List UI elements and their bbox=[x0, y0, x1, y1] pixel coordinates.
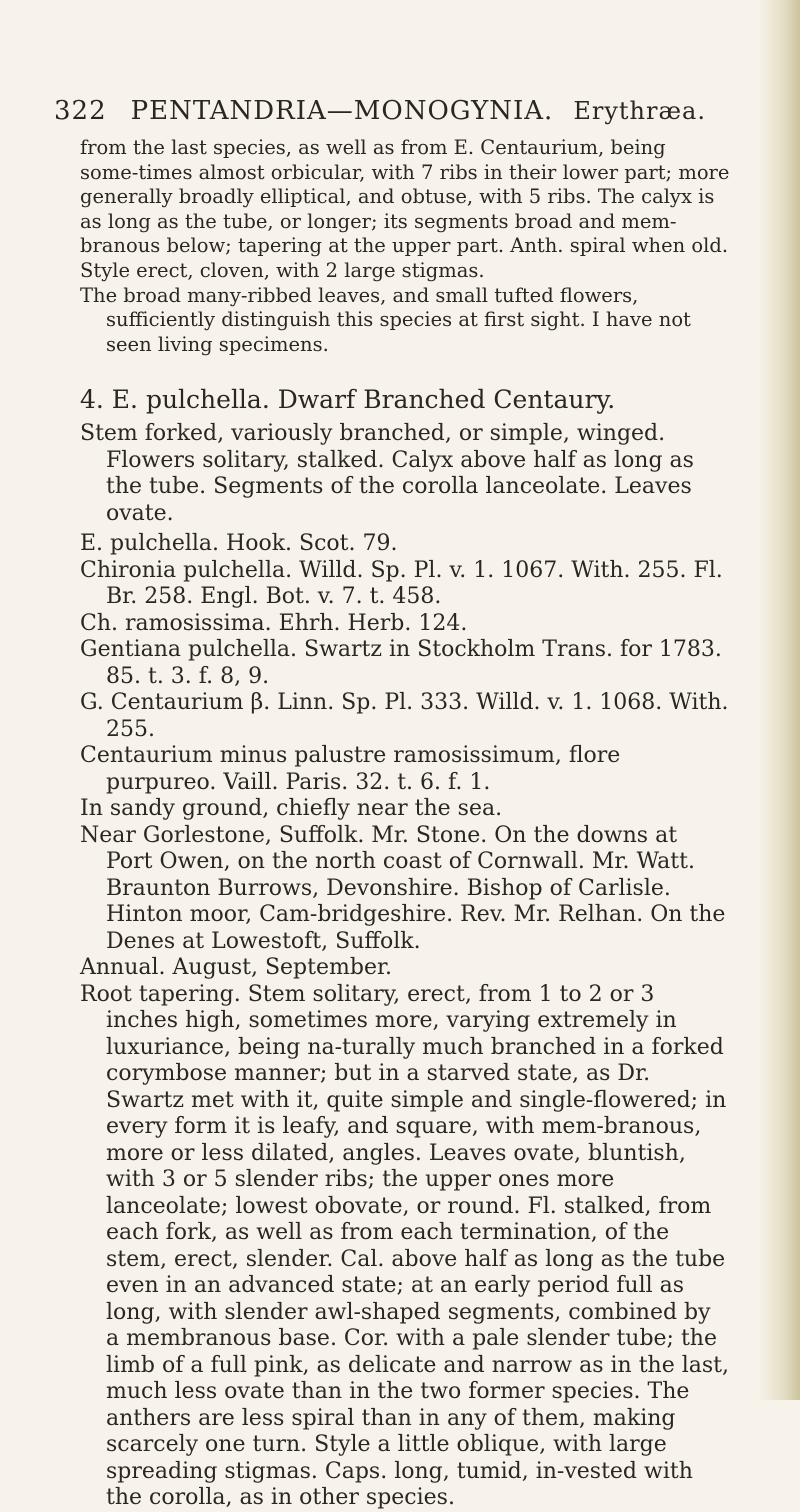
synonym-item: Chironia pulchella. Willd. Sp. Pl. v. 1. 1067. With. 255. Fl. Br. 258. Engl. Bot. v. 7. t. 458. bbox=[80, 557, 723, 610]
synonym-item: Centaurium minus palustre ramosissimum, flore purpureo. Vaill. Paris. 32. t. 6. f. 1. bbox=[80, 743, 621, 795]
running-header bbox=[54, 96, 754, 126]
species-diagnosis: Stem forked, variously branched, or simple, winged. Flowers solitary, stalked. Calyx above half as long as the tube. Segments of the corolla lanceolate. Leaves ovate. bbox=[80, 421, 694, 526]
habitat: In sandy ground, chiefly near the sea. bbox=[80, 796, 503, 822]
continued-paragraph-2: The broad many-ribbed leaves, and small tufted flowers, sufficiently distinguish this species at first sight. I have not seen living specimens. bbox=[80, 283, 691, 356]
synonym-item: Ch. ramosissima. Ehrh. Herb. 124. bbox=[80, 610, 468, 636]
page-edge-shadow bbox=[758, 0, 800, 1400]
synonym-item: Gentiana pulchella. Swartz in Stockholm Trans. for 1783. 85. t. 3. f. 8, 9. bbox=[80, 637, 722, 689]
running-head-genus: Erythræa. bbox=[573, 97, 706, 125]
description: Root tapering. Stem solitary, erect, from 1 to 2 or 3 inches high, sometimes more, varying extremely in luxuriance, being na-turally much branched in a forked corymbose manner; but in a starved state, as Dr. Swartz met with it, quite simple and single-flowered; in every form it is leafy, and square, with mem-branous, more or less dilated, angles. Leaves ovate, bluntish, with 3 or 5 slender ribs; the upper ones more lanceolate; lowest obovate, or round. Fl. stalked, from each fork, as well as from each termination, of the stem, erect, slender. Cal. above half as long as the tube even in an advanced state; at an early period full as long, with slender awl-shaped segments, combined by a membranous base. Cor. with a pale slender tube; the limb of a full pink, as delicate and narrow as in the last, much less ovate than in the two former species. The anthers are less spiral than in any of them, making scarcely one turn. Style a little oblique, with large spreading stigmas. Caps. long, tumid, in-vested with the corolla, as in other species. bbox=[80, 981, 729, 1511]
continued-paragraph: from the last species, as well as from E. Centaurium, being some-times almost orbicular, with 7 ribs in their lower part; more generally broadly elliptical, and obtuse, with 5 ribs. The calyx is as long as the tube, or longer; its segments broad and mem-branous below; tapering at the upper part. Anth. spiral when old. Style erect, cloven, with 2 large stigmas. bbox=[80, 136, 730, 282]
duration: Annual. August, September. bbox=[80, 955, 393, 981]
page-body bbox=[80, 136, 730, 1512]
section-title: PENTANDRIA—MONOGYNIA. bbox=[130, 96, 554, 126]
species-heading: 4. E. pulchella. Dwarf Branched Centaury. bbox=[80, 385, 616, 415]
synonym-list bbox=[80, 531, 730, 796]
page-number: 322 bbox=[54, 96, 107, 126]
localities: Near Gorlestone, Suffolk. Mr. Stone. On the downs at Port Owen, on the north coast of Cornwall. Mr. Watt. Braunton Burrows, Devonshire. Bishop of Carlisle. Hinton moor, Cam-bridgeshire. Rev. Mr. Relhan. On the Denes at Lowestoft, Suffolk. bbox=[80, 822, 726, 954]
synonym-item: E. pulchella. Hook. Scot. 79. bbox=[80, 531, 398, 557]
synonym-item: G. Centaurium β. Linn. Sp. Pl. 333. Willd. v. 1. 1068. With. 255. bbox=[80, 690, 729, 742]
